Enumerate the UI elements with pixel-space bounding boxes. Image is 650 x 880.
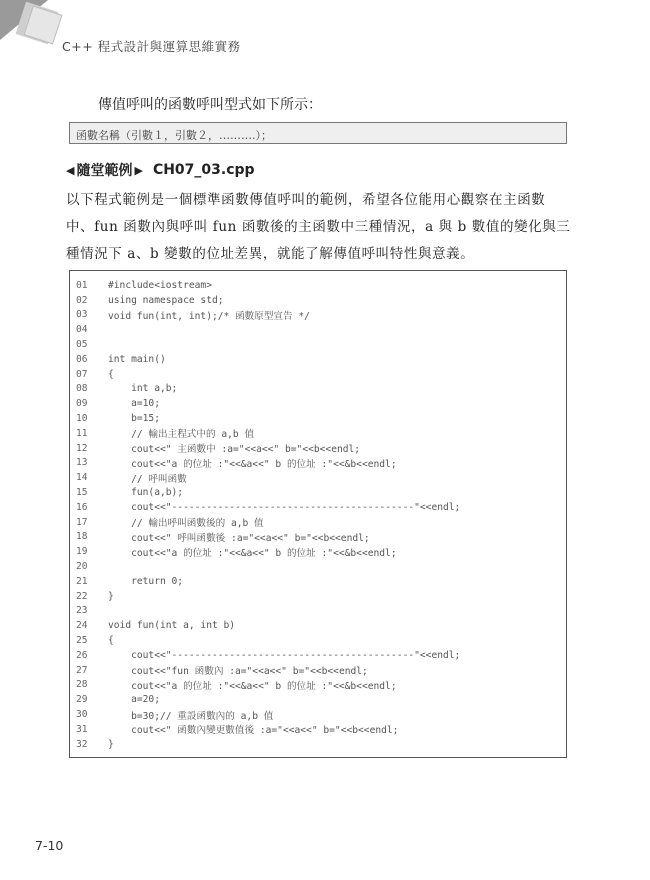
line-number: 10	[76, 413, 88, 425]
example-label: 隨堂範例	[76, 163, 133, 179]
code-text: }	[108, 590, 114, 602]
code-line	[70, 337, 566, 352]
code-line	[70, 589, 566, 604]
code-line	[70, 293, 566, 308]
code-text: {	[108, 368, 114, 380]
code-text: int main()	[108, 353, 166, 365]
code-text: // 呼叫函數	[108, 473, 187, 485]
line-number: 20	[76, 561, 88, 573]
intro-text: 傳值呼叫的函數呼叫型式如下所示：	[98, 97, 322, 113]
code-text: // 輸出呼叫函數後的 a,b 值	[108, 518, 264, 530]
line-number: 06	[76, 353, 88, 365]
syntax-box: 函數名稱（引數１，引數２，……….）；	[69, 122, 567, 144]
code-text: a=10;	[108, 398, 160, 410]
triangle-right-icon: ▶	[134, 163, 143, 177]
example-heading	[66, 160, 255, 180]
code-text: cout<<" 主函數中 :a="<<a<<" b="<<b<<endl;	[108, 444, 361, 456]
line-number: 31	[76, 723, 88, 735]
code-text: cout<<" 函數內變更數值後 :a="<<a<<" b="<<b<<endl;	[108, 725, 399, 737]
code-text: cout<<" 呼叫函數後 :a="<<a<<" b="<<b<<endl;	[108, 532, 370, 544]
code-line	[70, 426, 566, 441]
code-line	[70, 396, 566, 411]
code-text: cout<<"------------------------------------------"<<endl;	[108, 649, 461, 661]
line-number: 26	[76, 649, 88, 661]
paragraph-line: 種情況下 a、b 變數的位址差異，就能了解傳值呼叫特性與意義。	[66, 246, 475, 262]
line-number: 21	[76, 575, 88, 587]
line-number: 07	[76, 368, 88, 380]
code-line	[70, 678, 566, 693]
code-line	[70, 322, 566, 337]
line-number: 28	[76, 679, 88, 691]
code-line	[70, 500, 566, 515]
code-line	[70, 278, 566, 293]
code-line	[70, 470, 566, 485]
code-line	[70, 618, 566, 633]
code-line	[70, 382, 566, 397]
line-number: 04	[76, 324, 88, 336]
code-text: int a,b;	[108, 383, 178, 395]
line-number: 11	[76, 427, 88, 439]
code-line	[70, 485, 566, 500]
code-line	[70, 692, 566, 707]
line-number: 08	[76, 383, 88, 395]
code-line	[70, 737, 566, 752]
code-line	[70, 604, 566, 619]
code-text: // 輸出主程式中的 a,b 值	[108, 429, 255, 441]
line-number: 17	[76, 516, 88, 528]
running-header: C++ 程式設計與運算思維實務	[62, 39, 241, 54]
line-number: 03	[76, 309, 88, 321]
line-number: 15	[76, 487, 88, 499]
code-text: return 0;	[108, 575, 184, 587]
line-number: 19	[76, 546, 88, 558]
code-line	[70, 633, 566, 648]
code-text: cout<<"a 的位址 :"<<&a<<" b 的位址 :"<<&b<<endl;	[108, 547, 397, 559]
code-text: #include<iostream>	[108, 279, 212, 291]
line-number: 22	[76, 590, 88, 602]
line-number: 05	[76, 339, 88, 351]
code-text: void fun(int, int);/* 函數原型宣告 */	[108, 310, 310, 322]
code-line	[70, 308, 566, 323]
line-number: 16	[76, 501, 88, 513]
code-line	[70, 530, 566, 545]
code-line	[70, 411, 566, 426]
line-number: 27	[76, 664, 88, 676]
code-line	[70, 648, 566, 663]
code-line	[70, 352, 566, 367]
line-number: 02	[76, 294, 88, 306]
description-paragraph	[66, 187, 576, 268]
line-number: 18	[76, 531, 88, 543]
code-line	[70, 441, 566, 456]
code-line	[70, 707, 566, 722]
code-listing	[69, 270, 567, 758]
page-number: 7-10	[35, 838, 64, 853]
code-text: cout<<"a 的位址 :"<<&a<<" b 的位址 :"<<&b<<endl;	[108, 458, 397, 470]
line-number: 29	[76, 694, 88, 706]
line-number: 30	[76, 709, 88, 720]
code-text: b=30;// 重設函數內的 a,b 值	[108, 710, 274, 722]
code-line	[70, 663, 566, 678]
line-number: 25	[76, 635, 88, 647]
line-number: 14	[76, 472, 88, 484]
line-number: 13	[76, 457, 88, 469]
code-text: cout<<"------------------------------------------"<<endl;	[108, 501, 461, 513]
code-line	[70, 456, 566, 471]
code-lines	[70, 278, 566, 752]
code-text: }	[108, 738, 114, 750]
code-line	[70, 544, 566, 559]
example-filename: CH07_03.cpp	[152, 162, 255, 178]
code-text: cout<<"fun 函數內 :a="<<a<<" b="<<b<<endl;	[108, 666, 368, 678]
line-number: 32	[76, 738, 88, 750]
code-line	[70, 515, 566, 530]
paragraph-line: 以下程式範例是一個標準函數傳值呼叫的範例，希望各位能用心觀察在主函數	[66, 192, 546, 208]
code-text: void fun(int a, int b)	[108, 620, 236, 632]
code-line	[70, 574, 566, 589]
code-line	[70, 722, 566, 737]
code-text: cout<<"a 的位址 :"<<&a<<" b 的位址 :"<<&b<<endl;	[108, 680, 397, 692]
code-text: fun(a,b);	[108, 487, 184, 499]
code-line	[70, 367, 566, 382]
code-text: a=20;	[108, 694, 160, 706]
code-text: b=15;	[108, 413, 160, 425]
line-number: 23	[76, 605, 88, 617]
line-number: 12	[76, 442, 88, 454]
code-text: using namespace std;	[108, 294, 224, 306]
code-line	[70, 559, 566, 574]
line-number: 09	[76, 398, 88, 410]
code-text: {	[108, 635, 114, 647]
line-number: 01	[76, 279, 88, 291]
line-number: 24	[76, 620, 88, 632]
paragraph-line: 中、fun 函數內與呼叫 fun 函數後的主函數中三種情況，a 與 b 數值的變化與三	[66, 219, 571, 235]
triangle-left-icon: ◀	[66, 163, 75, 177]
